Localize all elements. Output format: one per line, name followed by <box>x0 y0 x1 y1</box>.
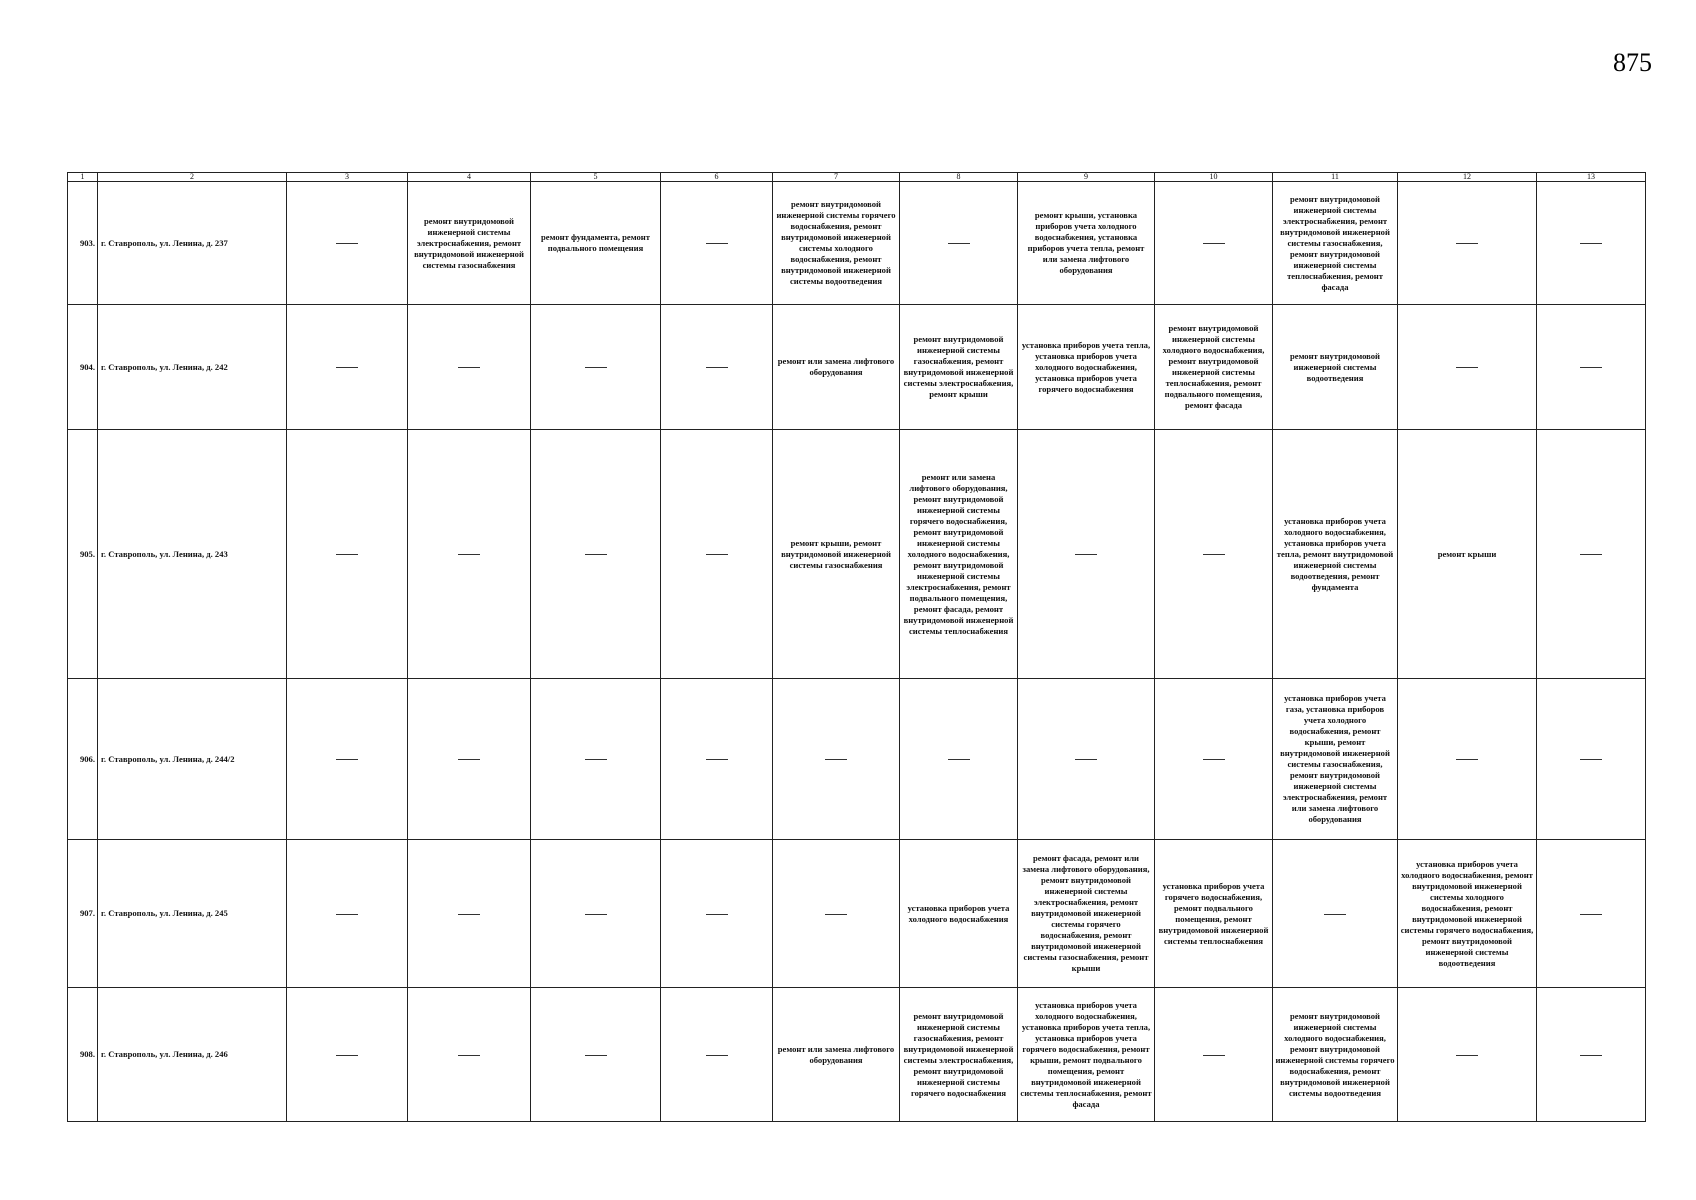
empty-cell <box>1398 679 1537 840</box>
row-address: г. Ставрополь, ул. Ленина, д. 246 <box>98 988 287 1122</box>
empty-cell <box>661 182 773 305</box>
dash-mark <box>458 1055 480 1056</box>
empty-cell <box>1398 305 1537 430</box>
dash-mark <box>1075 554 1097 555</box>
empty-cell <box>1398 988 1537 1122</box>
empty-cell <box>1537 679 1646 840</box>
row-address: г. Ставрополь, ул. Ленина, д. 243 <box>98 430 287 679</box>
dash-mark <box>585 914 607 915</box>
dash-mark <box>1324 914 1346 915</box>
empty-cell <box>287 305 408 430</box>
column-header: 4 <box>408 173 531 182</box>
dash-mark <box>1456 243 1478 244</box>
dash-mark <box>1075 759 1097 760</box>
empty-cell <box>531 430 661 679</box>
empty-cell <box>773 679 900 840</box>
dash-mark <box>336 243 358 244</box>
column-header: 1 <box>68 173 98 182</box>
empty-cell <box>287 182 408 305</box>
dash-mark <box>825 914 847 915</box>
dash-mark <box>1203 554 1225 555</box>
empty-cell <box>531 305 661 430</box>
row-number: 904. <box>68 305 98 430</box>
work-cell: установка приборов учета тепла, установка приборов учета холодного водоснабжения, установка приборов учета горячего водоснабжения <box>1018 305 1155 430</box>
empty-cell <box>1537 840 1646 988</box>
dash-mark <box>1203 243 1225 244</box>
empty-cell <box>1398 182 1537 305</box>
empty-cell <box>1155 430 1273 679</box>
dash-mark <box>1580 759 1602 760</box>
dash-mark <box>458 554 480 555</box>
empty-cell <box>408 430 531 679</box>
repair-schedule-table <box>67 172 1646 1122</box>
dash-mark <box>1456 1055 1478 1056</box>
empty-cell <box>661 305 773 430</box>
dash-mark <box>585 367 607 368</box>
work-cell: установка приборов учета холодного водоснабжения, установка приборов учета тепла, установка приборов учета горячего водоснабжения, ремонт крыши, ремонт подвального помещения, ремонт внутридомовой инженерной системы теплоснабжения, ремонт фасада <box>1018 988 1155 1122</box>
work-cell: ремонт или замена лифтового оборудования <box>773 305 900 430</box>
empty-cell <box>661 430 773 679</box>
work-cell: ремонт фасада, ремонт или замена лифтового оборудования, ремонт внутридомовой инженерной системы электроснабжения, ремонт внутридомовой инженерной системы горячего водоснабжения, ремонт внутридомовой инженерной системы газоснабжения, ремонт крыши <box>1018 840 1155 988</box>
dash-mark <box>585 759 607 760</box>
column-number-row <box>68 173 1646 182</box>
dash-mark <box>706 367 728 368</box>
dash-mark <box>1203 759 1225 760</box>
empty-cell <box>1273 840 1398 988</box>
empty-cell <box>531 840 661 988</box>
empty-cell <box>1018 430 1155 679</box>
dash-mark <box>706 914 728 915</box>
empty-cell <box>408 840 531 988</box>
work-cell: установка приборов учета холодного водоснабжения, ремонт внутридомовой инженерной системы холодного водоснабжения, ремонт внутридомовой инженерной системы горячего водоснабжения, ремонт внутридомовой инженерной системы водоотведения <box>1398 840 1537 988</box>
empty-cell <box>900 182 1018 305</box>
work-cell: ремонт крыши, ремонт внутридомовой инженерной системы газоснабжения <box>773 430 900 679</box>
row-address: г. Ставрополь, ул. Ленина, д. 244/2 <box>98 679 287 840</box>
table-row <box>68 988 1646 1122</box>
dash-mark <box>706 1055 728 1056</box>
dash-mark <box>458 914 480 915</box>
empty-cell <box>1155 988 1273 1122</box>
work-cell: ремонт внутридомовой инженерной системы горячего водоснабжения, ремонт внутридомовой инженерной системы холодного водоснабжения, ремонт внутридомовой инженерной системы водоотведения <box>773 182 900 305</box>
table-row <box>68 305 1646 430</box>
empty-cell <box>773 840 900 988</box>
dash-mark <box>1456 759 1478 760</box>
dash-mark <box>706 243 728 244</box>
empty-cell <box>287 679 408 840</box>
dash-mark <box>585 1055 607 1056</box>
dash-mark <box>1580 1055 1602 1056</box>
empty-cell <box>900 679 1018 840</box>
work-cell: ремонт или замена лифтового оборудования, ремонт внутридомовой инженерной системы горячего водоснабжения, ремонт внутридомовой инженерной системы холодного водоснабжения, ремонт внутридомовой инженерной системы электроснабжения, ремонт подвального помещения, ремонт фасада, ремонт внутридомовой инженерной системы теплоснабжения <box>900 430 1018 679</box>
dash-mark <box>1456 367 1478 368</box>
work-cell: установка приборов учета холодного водоснабжения, установка приборов учета тепла, ремонт внутридомовой инженерной системы водоотведения, ремонт фундамента <box>1273 430 1398 679</box>
dash-mark <box>458 367 480 368</box>
row-number: 907. <box>68 840 98 988</box>
work-cell: ремонт внутридомовой инженерной системы газоснабжения, ремонт внутридомовой инженерной системы электроснабжения, ремонт внутридомовой инженерной системы горячего водоснабжения <box>900 988 1018 1122</box>
column-header: 9 <box>1018 173 1155 182</box>
work-cell: ремонт крыши, установка приборов учета холодного водоснабжения, установка приборов учета тепла, ремонт или замена лифтового оборудования <box>1018 182 1155 305</box>
work-cell: установка приборов учета холодного водоснабжения <box>900 840 1018 988</box>
column-header: 12 <box>1398 173 1537 182</box>
column-header: 5 <box>531 173 661 182</box>
work-cell: ремонт внутридомовой инженерной системы холодного водоснабжения, ремонт внутридомовой инженерной системы теплоснабжения, ремонт подвального помещения, ремонт фасада <box>1155 305 1273 430</box>
empty-cell <box>1537 305 1646 430</box>
column-header: 2 <box>98 173 287 182</box>
work-cell: ремонт внутридомовой инженерной системы водоотведения <box>1273 305 1398 430</box>
column-header: 8 <box>900 173 1018 182</box>
empty-cell <box>1537 430 1646 679</box>
dash-mark <box>1580 914 1602 915</box>
row-number: 906. <box>68 679 98 840</box>
column-header: 11 <box>1273 173 1398 182</box>
empty-cell <box>1155 182 1273 305</box>
work-cell: ремонт фундамента, ремонт подвального помещения <box>531 182 661 305</box>
dash-mark <box>336 759 358 760</box>
table-row <box>68 840 1646 988</box>
work-cell: установка приборов учета горячего водоснабжения, ремонт подвального помещения, ремонт внутридомовой инженерной системы теплоснабжения <box>1155 840 1273 988</box>
empty-cell <box>661 988 773 1122</box>
empty-cell <box>661 840 773 988</box>
dash-mark <box>585 554 607 555</box>
dash-mark <box>1203 1055 1225 1056</box>
empty-cell <box>1018 679 1155 840</box>
empty-cell <box>661 679 773 840</box>
dash-mark <box>1580 554 1602 555</box>
dash-mark <box>706 554 728 555</box>
empty-cell <box>1537 182 1646 305</box>
dash-mark <box>1580 367 1602 368</box>
page-number: 875 <box>1613 48 1652 77</box>
work-cell: ремонт внутридомовой инженерной системы электроснабжения, ремонт внутридомовой инженерной системы газоснабжения <box>408 182 531 305</box>
column-header: 10 <box>1155 173 1273 182</box>
row-number: 905. <box>68 430 98 679</box>
empty-cell <box>531 679 661 840</box>
column-header: 3 <box>287 173 408 182</box>
empty-cell <box>287 430 408 679</box>
dash-mark <box>336 554 358 555</box>
empty-cell <box>531 988 661 1122</box>
dash-mark <box>825 759 847 760</box>
row-address: г. Ставрополь, ул. Ленина, д. 242 <box>98 305 287 430</box>
work-cell: ремонт внутридомовой инженерной системы газоснабжения, ремонт внутридомовой инженерной системы электроснабжения, ремонт крыши <box>900 305 1018 430</box>
work-cell: ремонт или замена лифтового оборудования <box>773 988 900 1122</box>
dash-mark <box>948 759 970 760</box>
dash-mark <box>948 243 970 244</box>
column-header: 6 <box>661 173 773 182</box>
table-row <box>68 679 1646 840</box>
row-number: 908. <box>68 988 98 1122</box>
empty-cell <box>287 840 408 988</box>
empty-cell <box>408 305 531 430</box>
dash-mark <box>336 1055 358 1056</box>
row-number: 903. <box>68 182 98 305</box>
dash-mark <box>1580 243 1602 244</box>
empty-cell <box>1537 988 1646 1122</box>
work-cell: ремонт крыши <box>1398 430 1537 679</box>
row-address: г. Ставрополь, ул. Ленина, д. 245 <box>98 840 287 988</box>
table-row <box>68 430 1646 679</box>
empty-cell <box>408 988 531 1122</box>
row-address: г. Ставрополь, ул. Ленина, д. 237 <box>98 182 287 305</box>
work-cell: ремонт внутридомовой инженерной системы холодного водоснабжения, ремонт внутридомовой инженерной системы горячего водоснабжения, ремонт внутридомовой инженерной системы водоотведения <box>1273 988 1398 1122</box>
column-header: 13 <box>1537 173 1646 182</box>
table-body <box>68 182 1646 1122</box>
work-cell: ремонт внутридомовой инженерной системы электроснабжения, ремонт внутридомовой инженерной системы газоснабжения, ремонт внутридомовой инженерной системы теплоснабжения, ремонт фасада <box>1273 182 1398 305</box>
dash-mark <box>706 759 728 760</box>
work-cell: установка приборов учета газа, установка приборов учета холодного водоснабжения, ремонт крыши, ремонт внутридомовой инженерной системы газоснабжения, ремонт внутридомовой инженерной системы электроснабжения, ремонт или замена лифтового оборудования <box>1273 679 1398 840</box>
dash-mark <box>458 759 480 760</box>
dash-mark <box>336 367 358 368</box>
empty-cell <box>408 679 531 840</box>
table-row <box>68 182 1646 305</box>
column-header: 7 <box>773 173 900 182</box>
empty-cell <box>1155 679 1273 840</box>
empty-cell <box>287 988 408 1122</box>
dash-mark <box>336 914 358 915</box>
